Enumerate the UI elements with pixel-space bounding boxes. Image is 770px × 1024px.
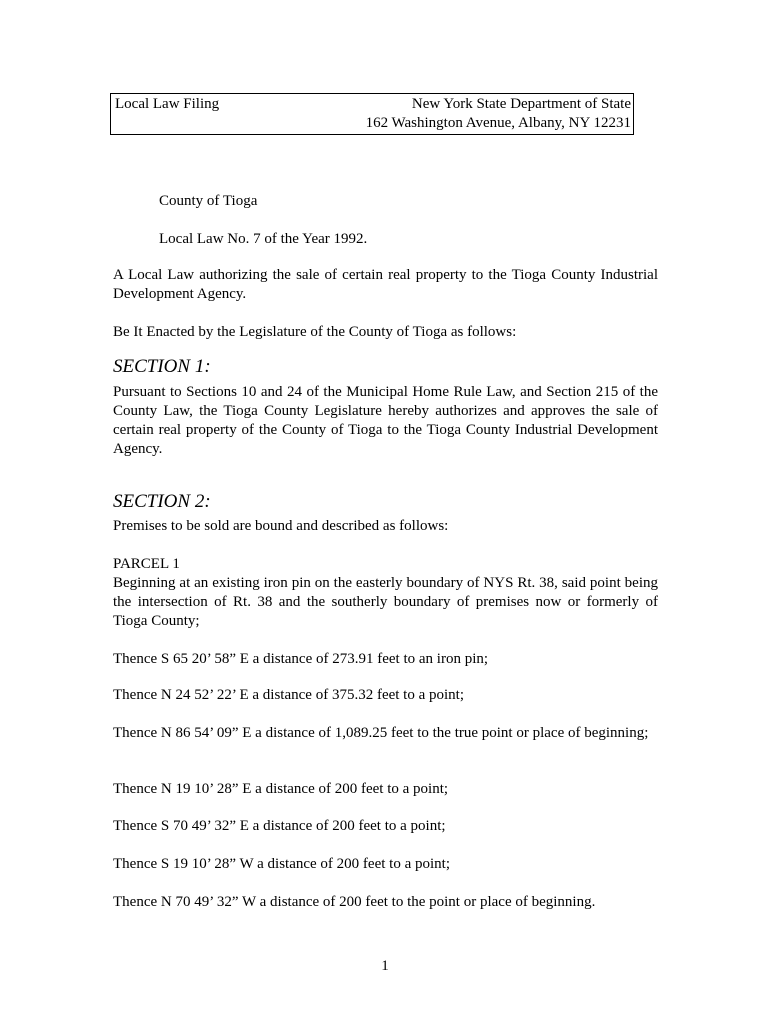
department-name: New York State Department of State <box>411 96 631 112</box>
law-title: A Local Law authorizing the sale of certain real property to the Tioga County Industrial Development Agency. <box>113 267 658 302</box>
course-line: Thence S 70 49’ 32” E a distance of 200 feet to a point; <box>113 818 446 834</box>
course-line: Thence S 65 20’ 58” E a distance of 273.91 feet to an iron pin; <box>113 651 489 667</box>
filing-header <box>110 93 634 135</box>
filing-label: Local Law Filing <box>115 96 220 112</box>
course-line: Thence N 86 54’ 09” E a distance of 1,089.25 feet to the true point or place of beginning; <box>113 725 649 741</box>
section-2-intro: Premises to be sold are bound and described as follows: <box>113 518 449 534</box>
page-number: 1 <box>381 958 389 974</box>
law-number: Local Law No. 7 of the Year 1992. <box>159 231 368 247</box>
course-line: Thence N 24 52’ 22’ E a distance of 375.32 feet to a point; <box>113 687 464 703</box>
filing-address <box>366 95 631 133</box>
course-line: Thence S 19 10’ 28” W a distance of 200 feet to a point; <box>113 856 450 872</box>
course-line: Thence N 70 49’ 32” W a distance of 200 feet to the point or place of beginning. <box>113 894 596 910</box>
county-name: County of Tioga <box>159 193 258 209</box>
parcel-label: PARCEL 1 <box>113 556 180 572</box>
enactment-clause: Be It Enacted by the Legislature of the County of Tioga as follows: <box>113 324 517 340</box>
parcel-description: Beginning at an existing iron pin on the easterly boundary of NYS Rt. 38, said point being the intersection of Rt. 38 and the southerly boundary of premises now or formerly of Tioga County; <box>113 575 658 629</box>
department-address: 162 Washington Avenue, Albany, NY 12231 <box>365 115 631 131</box>
section-2-heading: SECTION 2: <box>113 491 211 512</box>
section-1-heading: SECTION 1: <box>113 356 211 377</box>
section-1-text: Pursuant to Sections 10 and 24 of the Municipal Home Rule Law, and Section 215 of the County Law, the Tioga County Legislature hereby authorizes and approves the sale of certain real property of the County of Tioga to the Tioga County Industrial Development Agency. <box>113 384 658 457</box>
course-line: Thence N 19 10’ 28” E a distance of 200 feet to a point; <box>113 781 449 797</box>
